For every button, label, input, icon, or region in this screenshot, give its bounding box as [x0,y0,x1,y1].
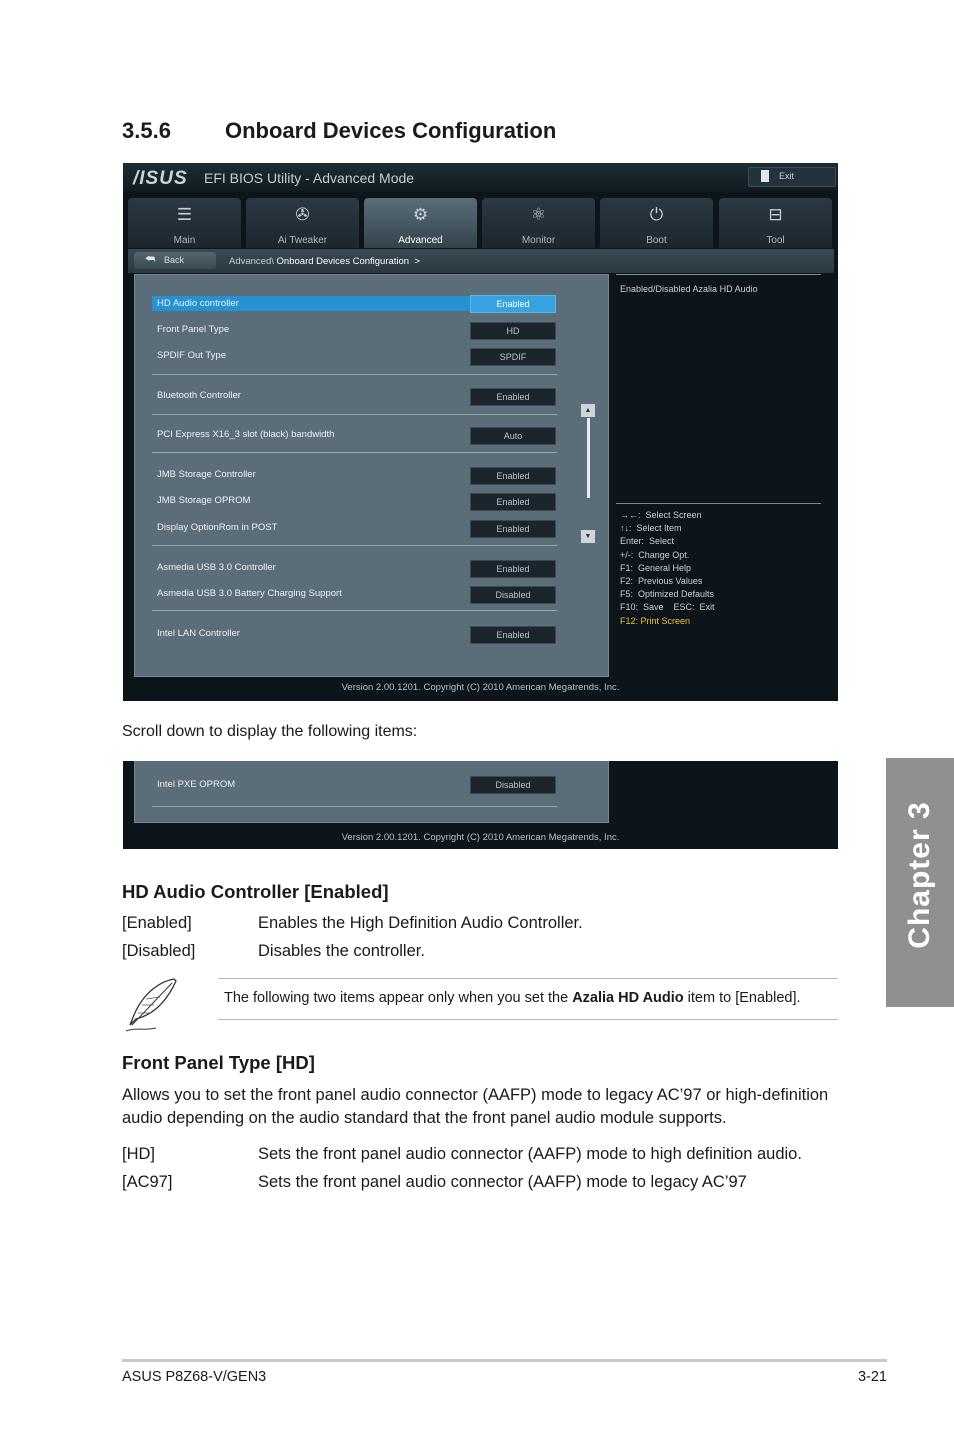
value-display-optionrom[interactable]: Enabled [470,520,556,538]
monitor-icon: ⚛ [530,205,547,224]
tab-label: Tool [766,235,785,246]
tab-label: Monitor [521,235,556,246]
tab-monitor[interactable] [482,198,595,248]
option-desc: Enables the High Definition Audio Controller. [258,914,583,932]
item-spdif-out-type[interactable]: SPDIF Out Type [157,350,226,361]
page-number: 3-21 [857,1369,887,1385]
item-jmb-storage-controller[interactable]: JMB Storage Controller [157,469,256,480]
back-label: Back [164,255,185,265]
tab-label: Ai Tweaker [277,235,328,246]
tool-icon: ⊟ [768,205,783,224]
tab-advanced[interactable] [364,198,477,248]
key-hint: F10: Save ESC: Exit [620,602,715,613]
front-panel-body: Allows you to set the front panel audio connector (AAFP) mode to legacy AC’97 or high-definition audio depending on the audio standard that the front panel audio module supports. [122,1086,829,1127]
breadcrumb [229,256,420,267]
section-title [122,118,556,144]
value-spdif-out-type[interactable]: SPDIF [470,348,556,366]
divider [616,503,821,504]
value-intel-lan-controller[interactable]: Enabled [470,626,556,644]
tab-ai-tweaker[interactable] [246,198,359,248]
divider [152,545,557,546]
help-text: Enabled/Disabled Azalia HD Audio [620,284,758,294]
divider [152,610,557,611]
item-jmb-storage-oprom[interactable]: JMB Storage OPROM [157,495,251,506]
scrollbar-thumb[interactable] [587,418,590,498]
breadcrumb-prefix: Advanced\ [229,256,274,267]
settings-panel [134,274,609,677]
tab-label: Boot [646,235,667,246]
bios-screenshot [123,163,838,701]
key-legend [620,509,715,628]
key-hint: +/-: Change Opt. [620,549,690,560]
option-desc: Sets the front panel audio connector (AAFP) mode to legacy AC’97 [258,1173,747,1191]
scroll-down-button[interactable]: ▼ [581,530,595,543]
option-desc: Sets the front panel audio connector (AAFP) mode to high definition audio. [258,1145,802,1163]
divider [616,274,821,275]
key-hint: F5: Optimized Defaults [620,589,715,600]
option-key: [Disabled] [122,942,196,960]
section-title-text: Onboard Devices Configuration [225,118,557,143]
exit-button[interactable] [748,167,836,187]
key-hint: ↑↓: Select Item [620,523,682,534]
option-key: [Enabled] [122,914,192,932]
tab-label: Advanced [398,235,443,246]
back-button[interactable] [134,252,216,269]
exit-label: Exit [779,171,795,181]
front-panel-heading: Front Panel Type [HD] [122,1052,315,1073]
key-hint: Enter: Select [620,536,675,547]
item-asmedia-usb3-controller[interactable]: Asmedia USB 3.0 Controller [157,562,276,573]
divider [152,452,557,453]
item-intel-pxe-oprom[interactable]: Intel PXE OPROM [157,779,236,790]
tab-tool[interactable] [719,198,832,248]
bios-title-bar [123,163,838,191]
note-text-bold: Azalia HD Audio [572,990,684,1006]
tab-label: Main [173,235,196,246]
feather-note-icon [122,975,182,1035]
item-display-optionrom[interactable]: Display OptionRom in POST [157,522,278,533]
item-bluetooth-controller[interactable]: Bluetooth Controller [157,390,241,401]
hd-audio-heading: HD Audio Controller [Enabled] [122,881,389,902]
option-key: [HD] [122,1145,155,1163]
advanced-icon: ⚙ [412,205,429,224]
breadcrumb-current: Onboard Devices Configuration > [276,256,420,267]
key-hint: F1: General Help [620,562,692,573]
value-front-panel-type[interactable]: HD [470,322,556,340]
note-text [224,990,801,1006]
exit-door-icon [761,170,769,182]
value-bluetooth-controller[interactable]: Enabled [470,388,556,406]
breadcrumb-bar [128,249,834,273]
list-icon: ☰ [176,205,193,224]
bios-version: Version 2.00.1201. Copyright (C) 2010 American Megatrends, Inc. [341,832,620,843]
value-pcie-x16-3-bandwidth[interactable]: Auto [470,427,556,445]
footer-rule [122,1359,887,1362]
value-jmb-storage-controller[interactable]: Enabled [470,467,556,485]
tweaker-icon: ✇ [295,205,310,224]
key-hint: →←: Select Screen [620,510,702,520]
value-jmb-storage-oprom[interactable]: Enabled [470,493,556,511]
bios-tabs [128,198,834,248]
value-intel-pxe-oprom[interactable]: Disabled [470,776,556,794]
note-text-after: item to [Enabled]. [683,990,801,1006]
value-asmedia-usb3-controller[interactable]: Enabled [470,560,556,578]
scroll-note: Scroll down to display the following items: [122,723,418,740]
footer-model: ASUS P8Z68-V/GEN3 [122,1369,267,1385]
item-intel-lan-controller[interactable]: Intel LAN Controller [157,628,240,639]
divider [152,806,557,807]
value-asmedia-usb3-battery-charging[interactable]: Disabled [470,586,556,604]
key-hint-print-screen: F12: Print Screen [620,615,691,626]
scroll-up-button[interactable]: ▲ [581,404,595,417]
settings-panel [134,761,609,823]
section-number: 3.5.6 [122,118,171,143]
bios-title: EFI BIOS Utility - Advanced Mode [204,170,415,186]
help-panel [616,274,822,675]
note-text-before: The following two items appear only when you set the [224,990,573,1006]
option-key: [AC97] [122,1173,173,1191]
tab-main[interactable] [128,198,241,248]
option-desc: Disables the controller. [258,942,425,960]
chapter-tab [886,758,954,1007]
divider [152,414,557,415]
note-box [218,978,838,1020]
chapter-label: Chapter 3 [903,801,936,949]
item-hd-audio-controller[interactable]: HD Audio controller [152,296,471,311]
value-hd-audio-controller[interactable]: Enabled [470,295,556,313]
key-hint: F2: Previous Values [620,576,703,587]
bios-screenshot-scrolled [123,761,838,849]
item-asmedia-usb3-battery-charging[interactable]: Asmedia USB 3.0 Battery Charging Support [157,588,342,599]
tab-boot[interactable] [600,198,713,248]
bios-version: Version 2.00.1201. Copyright (C) 2010 American Megatrends, Inc. [341,682,620,693]
asus-logo: /ISUS [133,168,188,189]
divider [152,374,557,375]
power-icon: ⏻ [649,205,664,224]
item-pcie-x16-3-bandwidth[interactable]: PCI Express X16_3 slot (black) bandwidth [157,429,335,440]
item-front-panel-type[interactable]: Front Panel Type [157,324,230,335]
back-arrow-icon: ⮪ [145,253,156,265]
